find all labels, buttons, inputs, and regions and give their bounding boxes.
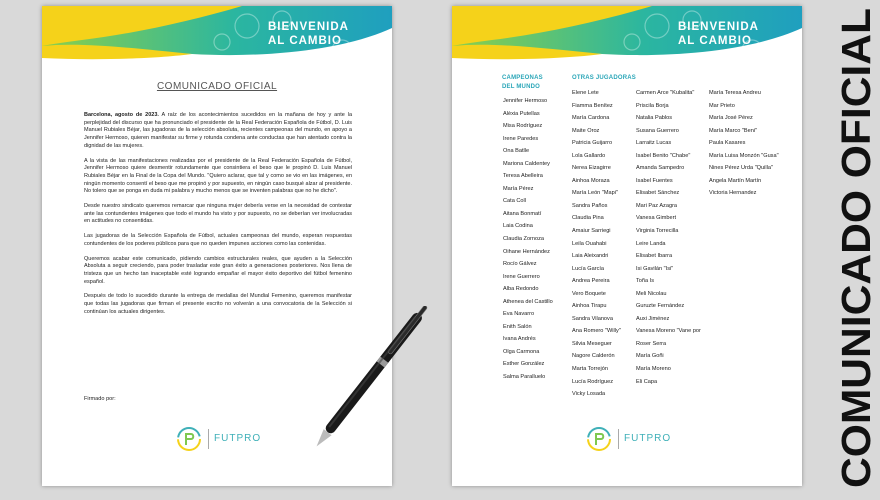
side-title-text: COMUNICADO OFICIAL bbox=[833, 25, 879, 488]
banner-title: BIENVENIDA AL CAMBIO bbox=[678, 21, 759, 47]
body-paragraph bbox=[84, 203, 352, 226]
body-paragraph bbox=[84, 112, 352, 151]
player-name: Marta Torrejón bbox=[572, 366, 608, 373]
player-name: María Pérez bbox=[503, 185, 534, 192]
player-name: Larraitz Lucas bbox=[636, 140, 672, 147]
player-name: Enith Salón bbox=[503, 323, 532, 330]
paragraph-lead: Barcelona, agosto de 2023. bbox=[84, 112, 159, 118]
champions-heading: CAMPEONAS DEL MUNDO bbox=[502, 75, 543, 90]
player-name: Nerea Eizagirre bbox=[572, 165, 611, 172]
player-name: Fiamma Benítez bbox=[572, 102, 613, 109]
player-name: Elisabet Ibarra bbox=[636, 253, 673, 260]
player-name: Jennifer Hermoso bbox=[503, 98, 548, 104]
player-name: Elene Lete bbox=[572, 90, 599, 96]
player-name: Athenea del Castillo bbox=[503, 298, 553, 305]
logo-text: FUTPRO bbox=[624, 433, 672, 444]
player-name: Lola Gallardo bbox=[572, 152, 606, 159]
player-name: Esther González bbox=[503, 361, 545, 368]
player-name: Victoria Hernandez bbox=[709, 190, 757, 197]
player-name: Ainhoa Moraza bbox=[572, 177, 610, 184]
player-name: Vanesa Gimbert bbox=[636, 215, 677, 222]
player-name: Cata Coll bbox=[503, 198, 527, 205]
player-name: Isabel Fuentes bbox=[636, 177, 673, 184]
player-name: Paula Kasares bbox=[709, 140, 746, 147]
player-name: Virginia Torrecilla bbox=[636, 228, 679, 235]
player-name: Maite Oroz bbox=[572, 127, 600, 134]
player-name: Leila Ouahabi bbox=[572, 240, 607, 247]
player-name: Silvia Meseguer bbox=[572, 340, 612, 347]
player-name: Sandra Paños bbox=[572, 202, 608, 209]
paragraph-text: Después de todo lo sucedido durante la entrega de medallas del Mundial Femenino, queremos manifestar que todas las jugadoras que firman el presente escrito no volverán a una convocatoria de la Selección si continúan los actuales dirigentes. bbox=[84, 293, 352, 315]
player-name: María León "Mapi" bbox=[572, 190, 618, 197]
signed-by-label: Firmado por: bbox=[84, 396, 116, 402]
player-name: Isabel Benito "Chabe" bbox=[636, 152, 691, 159]
player-name: Alba Redondo bbox=[503, 286, 539, 293]
player-name: María Marco "Beni" bbox=[709, 127, 758, 134]
player-name: Natalia Pablos bbox=[636, 115, 673, 122]
player-name: Amanda Sampedro bbox=[636, 165, 685, 172]
player-name: Ivana Andrés bbox=[503, 336, 536, 343]
futpro-logo-icon bbox=[586, 426, 612, 452]
player-name: Leire Landa bbox=[636, 240, 666, 247]
player-name: Auxi Jiménez bbox=[636, 315, 670, 322]
player-name: Andrea Pereira bbox=[572, 278, 610, 285]
champions-list bbox=[503, 98, 553, 387]
futpro-logo bbox=[176, 426, 266, 454]
player-name: Roser Serra bbox=[636, 340, 667, 347]
player-name: Mari Paz Azagra bbox=[636, 202, 678, 209]
player-name: Lucía Rodríguez bbox=[572, 378, 614, 385]
player-name: Vanesa Moreno "Vane por bbox=[636, 328, 701, 335]
player-name: Susana Guerrero bbox=[636, 127, 679, 134]
player-name: Carmen Arce "Kubalita" bbox=[636, 90, 695, 96]
player-name: Ona Batlle bbox=[503, 148, 530, 155]
player-name: Elisabet Sánchez bbox=[636, 190, 680, 197]
player-name: Salma Paralluelo bbox=[503, 374, 546, 381]
other-players-list-3 bbox=[709, 90, 779, 203]
body-paragraph bbox=[84, 256, 352, 287]
player-name: María Moreno bbox=[636, 366, 671, 373]
logo-separator bbox=[618, 429, 619, 449]
player-name: Angela Martín Martín bbox=[709, 177, 762, 184]
player-name: Guruzte Fernández bbox=[636, 303, 685, 310]
player-name: Priscila Borja bbox=[636, 102, 669, 109]
paragraph-text: A la vista de las manifestaciones realizadas por el presidente de la Real Federación Española de Fútbol, Jennifer Hermoso quiere desmentir rotundamente que consintiera el beso que le propinó D. Luis Manuel Rubiales Béjar en la Final de la Copa del Mundo. "Quiero aclarar, que tal y como se vio en las imágenes, en ningún momento consentí el beso que me propinó y por supuesto, en ningún caso busqué alzar al presidente. No tolero que se ponga en duda mi palabra y mucho menos que se inventen palabras que no he dicho". bbox=[84, 157, 352, 195]
player-name: María Luisa Monzón "Gusa" bbox=[709, 152, 779, 159]
player-name: Vicky Losada bbox=[572, 391, 606, 398]
paragraph-text: A raíz de los acontecimientos sucedidos en la mañana de hoy y ante la perplejidad del discurso que ha pronunciado el presidente de la Real Federación Española de Fútbol, D. Luis Manuel Rubiales Béjar, las jugadoras de la selección absoluta, recientes campeonas del mundo, en apoyo a Jennifer Hermoso, quieren manifestar su firme y rotunda condena ante conductas que han atentado contra la dignidad de las mujeres. bbox=[84, 112, 353, 149]
player-name: Claudia Zornoza bbox=[503, 236, 545, 243]
paragraph-text: Queremos acabar este comunicado, pidiendo cambios estructurales reales, que ayuden a la Selección Absoluta a seguir creciendo, para poder trasladar este gran éxito a generaciones posteriores. Nos llena de tristeza que un hecho tan inaceptable esté logrando empañar el mayor éxito deportivo del fútbol femenino español. bbox=[84, 255, 352, 285]
player-name: Olga Carmona bbox=[503, 348, 540, 355]
paragraph-text: Desde nuestro sindicato queremos remarcar que ninguna mujer debería verse en la necesidad de contestar ante las contundentes imágenes que todo el mundo ha visto y por supuesto, no se deberían ver involucradas en actitudes no consentidas. bbox=[84, 203, 352, 225]
player-name: Vero Boquete bbox=[572, 290, 606, 297]
logo-separator bbox=[208, 429, 209, 449]
player-name: María Goñi bbox=[636, 353, 664, 360]
player-name: Mariona Caldentey bbox=[503, 160, 550, 167]
player-name: Amaiur Sarriegi bbox=[572, 228, 611, 235]
player-name: Alèxia Putellas bbox=[503, 110, 540, 117]
body-paragraph bbox=[84, 158, 352, 197]
document-body bbox=[84, 112, 352, 323]
other-players-list-1 bbox=[572, 90, 621, 404]
player-name: Toña Is bbox=[636, 278, 655, 285]
player-name: Mar Prieto bbox=[709, 102, 735, 109]
player-name: Nines Pérez Urda "Quilla" bbox=[709, 165, 773, 172]
futpro-logo-icon bbox=[176, 426, 202, 452]
player-name: Eli Capa bbox=[636, 378, 658, 385]
futpro-logo bbox=[586, 426, 676, 454]
player-name: Aitana Bonmatí bbox=[503, 210, 542, 217]
side-vertical-title bbox=[820, 0, 880, 495]
player-name: Laia Aleixandri bbox=[572, 253, 609, 260]
signatories-page bbox=[452, 6, 802, 486]
player-name: María Teresa Andreu bbox=[709, 90, 761, 96]
player-name: Irene Paredes bbox=[503, 135, 539, 142]
player-name: Claudia Pina bbox=[572, 215, 604, 222]
player-name: Misa Rodríguez bbox=[503, 123, 543, 130]
player-name: María Cardona bbox=[572, 115, 610, 122]
document-title: COMUNICADO OFICIAL bbox=[156, 81, 278, 92]
player-name: Sandra Vilanova bbox=[572, 315, 613, 322]
other-players-list-2 bbox=[636, 90, 701, 391]
player-name: Teresa Abelleira bbox=[503, 173, 543, 180]
player-name: Oihane Hernández bbox=[503, 248, 550, 255]
body-paragraph bbox=[84, 233, 352, 248]
banner-title: BIENVENIDA AL CAMBIO bbox=[268, 21, 349, 47]
player-name: María José Pérez bbox=[709, 115, 753, 122]
player-name: Isi Gavilán "Isi" bbox=[636, 265, 674, 272]
other-players-heading: OTRAS JUGADORAS bbox=[572, 75, 637, 81]
player-name: Lucía García bbox=[572, 265, 605, 272]
logo-text: FUTPRO bbox=[214, 433, 262, 444]
player-name: Patricia Guijarro bbox=[572, 140, 613, 147]
player-name: Meli Nicolau bbox=[636, 290, 667, 297]
pen-icon bbox=[292, 306, 442, 495]
player-name: Eva Navarro bbox=[503, 311, 535, 318]
player-name: Ainhoa Tirapu bbox=[572, 303, 607, 310]
player-name: Ana Romero "Willy" bbox=[572, 328, 621, 335]
player-name: Irene Guerrero bbox=[503, 273, 540, 280]
player-name: Nagore Calderón bbox=[572, 353, 615, 360]
player-name: Rocío Gálvez bbox=[503, 261, 537, 268]
paragraph-text: Las jugadoras de la Selección Española de Fútbol, actuales campeonas del mundo, esperan respuestas contundentes de los poderes públicos para que no queden impunes acciones como las contenidas. bbox=[84, 233, 352, 247]
player-name: Laia Codina bbox=[503, 223, 533, 230]
